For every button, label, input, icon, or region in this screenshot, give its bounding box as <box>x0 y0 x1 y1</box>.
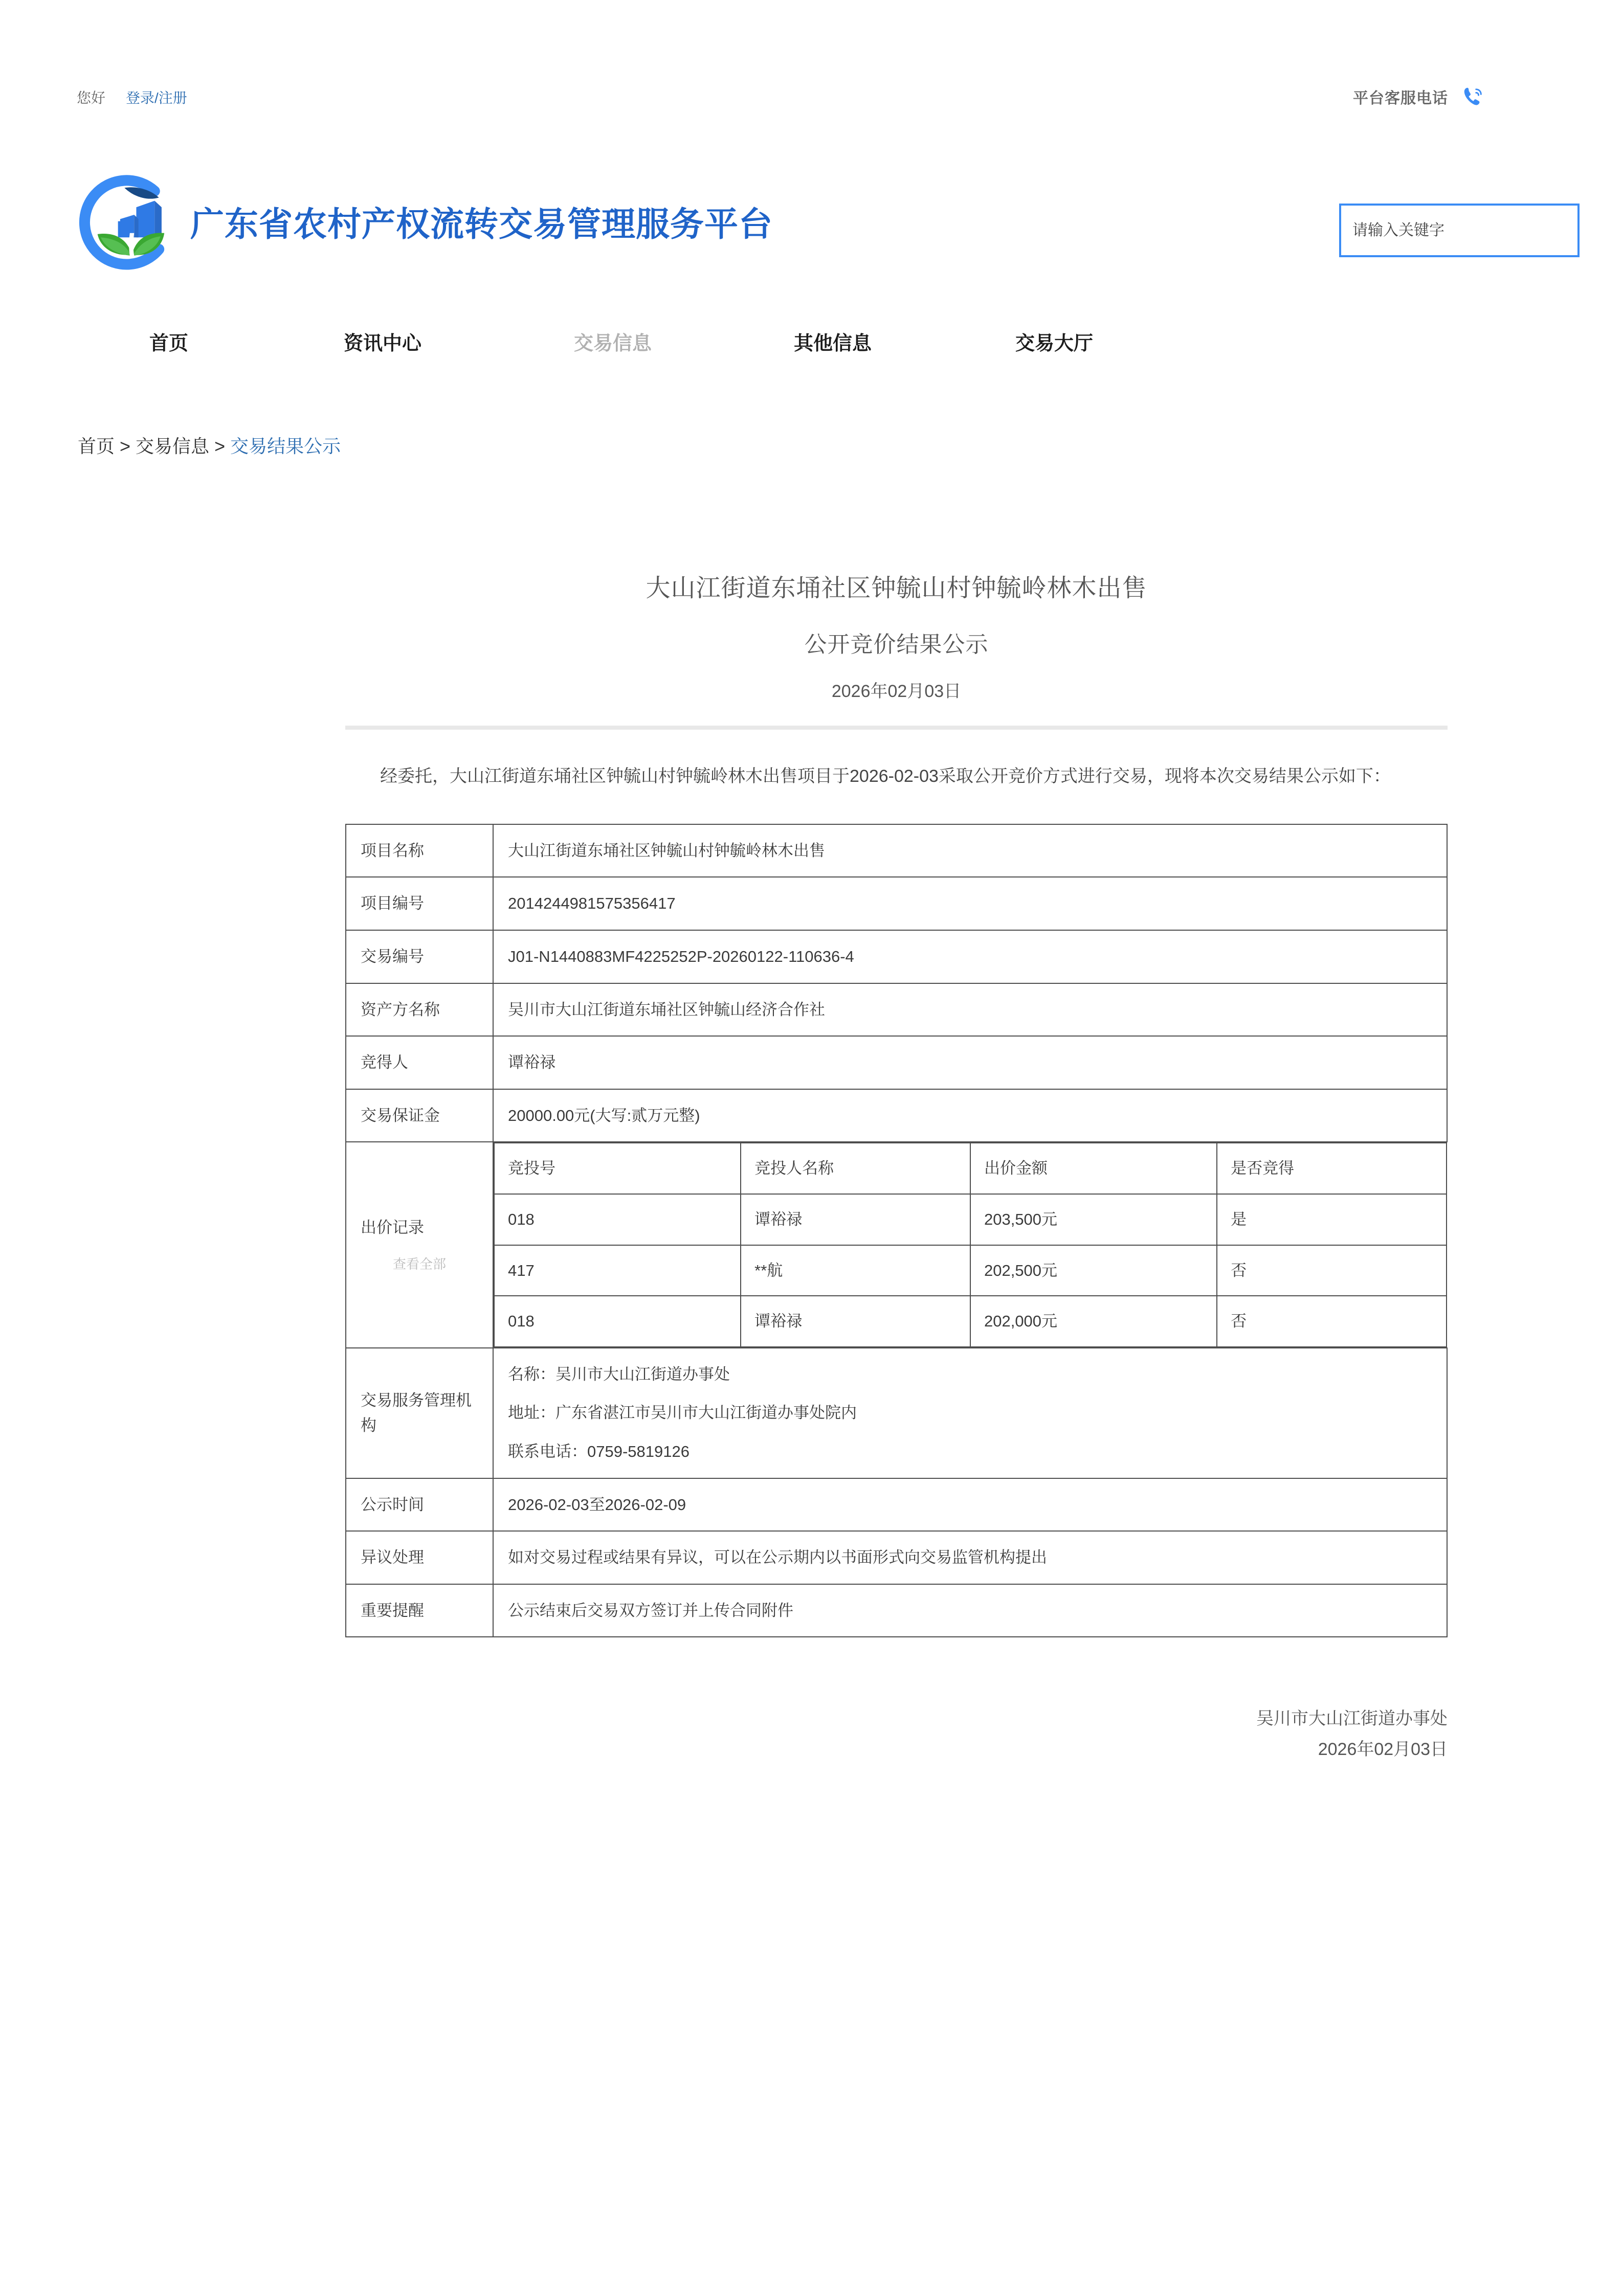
top-utility-bar <box>0 87 1623 118</box>
label-publicity-time: 公示时间 <box>346 1478 493 1532</box>
breadcrumb-separator-1: > <box>120 436 131 457</box>
announcement-document <box>345 573 1448 1765</box>
section-divider <box>345 726 1448 730</box>
announcement-intro-paragraph: 经委托，大山江街道东埇社区钟毓山村钟毓岭林木出售项目于2026-02-03采取公开竞价方式进行交易，现将本次交易结果公示如下： <box>380 767 1391 786</box>
agency-name: 名称：吴川市大山江街道办事处 <box>508 1365 730 1383</box>
label-notice: 重要提醒 <box>346 1584 493 1637</box>
value-asset-party: 吴川市大山江街道东埇社区钟毓山经济合作社 <box>493 983 1447 1037</box>
announcement-date: 2026年02月03日 <box>831 682 962 702</box>
hotline-label: 平台客服电话 <box>1353 90 1448 107</box>
table-row-deposit <box>346 1089 1447 1142</box>
breadcrumb-home[interactable]: 首页 <box>78 436 115 457</box>
label-agency: 交易服务管理机构 <box>346 1348 493 1478</box>
value-objection: 如对交易过程或结果有异议，可以在公示期内以书面形式向交易监管机构提出 <box>493 1531 1447 1584</box>
signature-date: 2026年02月03日 <box>1318 1739 1448 1759</box>
label-asset-party: 资产方名称 <box>346 983 493 1037</box>
platform-logo-icon[interactable] <box>72 174 182 276</box>
bid-amount: 203,500元 <box>970 1194 1217 1245</box>
table-row-agency <box>346 1348 1447 1478</box>
hotline-area <box>1353 85 1485 108</box>
bid-records-container <box>493 1142 1447 1347</box>
bid-no: 018 <box>494 1194 741 1245</box>
nav-item-news-center[interactable]: 资讯中心 <box>344 333 422 354</box>
bid-records-table <box>494 1142 1447 1347</box>
table-row <box>494 1194 1447 1245</box>
table-row-project-name <box>346 824 1447 877</box>
label-trade-no: 交易编号 <box>346 930 493 983</box>
main-navigation <box>0 327 1623 373</box>
breadcrumb <box>78 432 341 458</box>
breadcrumb-trade-info[interactable]: 交易信息 <box>136 436 210 457</box>
value-project-name: 大山江街道东埇社区钟毓山村钟毓岭林木出售 <box>493 824 1447 877</box>
signature-org: 吴川市大山江街道办事处 <box>1256 1709 1448 1729</box>
bid-won: 是 <box>1217 1194 1447 1245</box>
table-row-bid-records <box>346 1142 1447 1347</box>
bid-col-header-amount: 出价金额 <box>970 1143 1217 1194</box>
value-winner: 谭裕禄 <box>493 1036 1447 1089</box>
value-agency <box>493 1348 1447 1478</box>
nav-item-other-info[interactable]: 其他信息 <box>794 333 872 354</box>
agency-address: 地址：广东省湛江市吴川市大山江街道办事处院内 <box>508 1404 857 1422</box>
table-row-project-no <box>346 877 1447 930</box>
bid-won: 否 <box>1217 1296 1447 1347</box>
signature-block <box>345 1704 1448 1765</box>
login-register-link[interactable]: 登录/注册 <box>126 90 187 106</box>
breadcrumb-separator-2: > <box>214 436 226 457</box>
bid-table-header-row <box>494 1143 1447 1194</box>
bid-col-header-no: 竞投号 <box>494 1143 741 1194</box>
table-row <box>494 1296 1447 1347</box>
table-row-objection <box>346 1531 1447 1584</box>
label-project-name: 项目名称 <box>346 824 493 877</box>
bid-no: 018 <box>494 1296 741 1347</box>
table-row-trade-no <box>346 930 1447 983</box>
bid-col-header-name: 竞投人名称 <box>741 1143 970 1194</box>
bid-records-title: 出价记录 <box>361 1219 424 1237</box>
result-info-table <box>345 824 1448 1638</box>
value-publicity-time: 2026-02-03至2026-02-09 <box>493 1478 1447 1532</box>
announcement-title-line1: 大山江街道东埇社区钟毓山村钟毓岭林木出售 <box>646 575 1147 602</box>
view-all-bids-link[interactable]: 查看全部 <box>392 1256 446 1272</box>
agency-phone: 联系电话：0759-5819126 <box>508 1443 690 1461</box>
top-utility-left <box>77 87 187 107</box>
nav-item-trade-hall[interactable]: 交易大厅 <box>1015 333 1094 354</box>
phone-call-icon[interactable] <box>1461 85 1485 108</box>
platform-title: 广东省农村产权流转交易管理服务平台 <box>190 205 773 244</box>
search-input[interactable] <box>1339 204 1580 257</box>
bid-amount: 202,500元 <box>970 1245 1217 1296</box>
label-project-no: 项目编号 <box>346 877 493 930</box>
table-row <box>494 1245 1447 1296</box>
announcement-title-line2: 公开竞价结果公示 <box>804 632 989 658</box>
bid-name: 谭裕禄 <box>741 1194 970 1245</box>
bid-name: 谭裕禄 <box>741 1296 970 1347</box>
breadcrumb-current[interactable]: 交易结果公示 <box>230 436 341 457</box>
nav-item-home[interactable]: 首页 <box>149 333 189 354</box>
bid-name: **航 <box>741 1245 970 1296</box>
nav-item-trade-info[interactable]: 交易信息 <box>574 333 652 354</box>
greeting-text: 您好 <box>77 90 106 106</box>
label-objection: 异议处理 <box>346 1531 493 1584</box>
label-deposit: 交易保证金 <box>346 1089 493 1142</box>
table-row-winner <box>346 1036 1447 1089</box>
value-notice: 公示结束后交易双方签订并上传合同附件 <box>493 1584 1447 1637</box>
label-winner: 竞得人 <box>346 1036 493 1089</box>
value-project-no: 2014244981575356417 <box>493 877 1447 930</box>
search-box[interactable] <box>1339 204 1580 257</box>
table-row-publicity-time <box>346 1478 1447 1532</box>
bid-amount: 202,000元 <box>970 1296 1217 1347</box>
value-deposit: 20000.00元(大写:贰万元整) <box>493 1089 1447 1142</box>
table-row-notice <box>346 1584 1447 1637</box>
value-trade-no: J01-N1440883MF4225252P-20260122-110636-4 <box>493 930 1447 983</box>
label-bid-records <box>346 1142 493 1347</box>
bid-no: 417 <box>494 1245 741 1296</box>
bid-col-header-won: 是否竞得 <box>1217 1143 1447 1194</box>
table-row-asset-party <box>346 983 1447 1037</box>
bid-won: 否 <box>1217 1245 1447 1296</box>
